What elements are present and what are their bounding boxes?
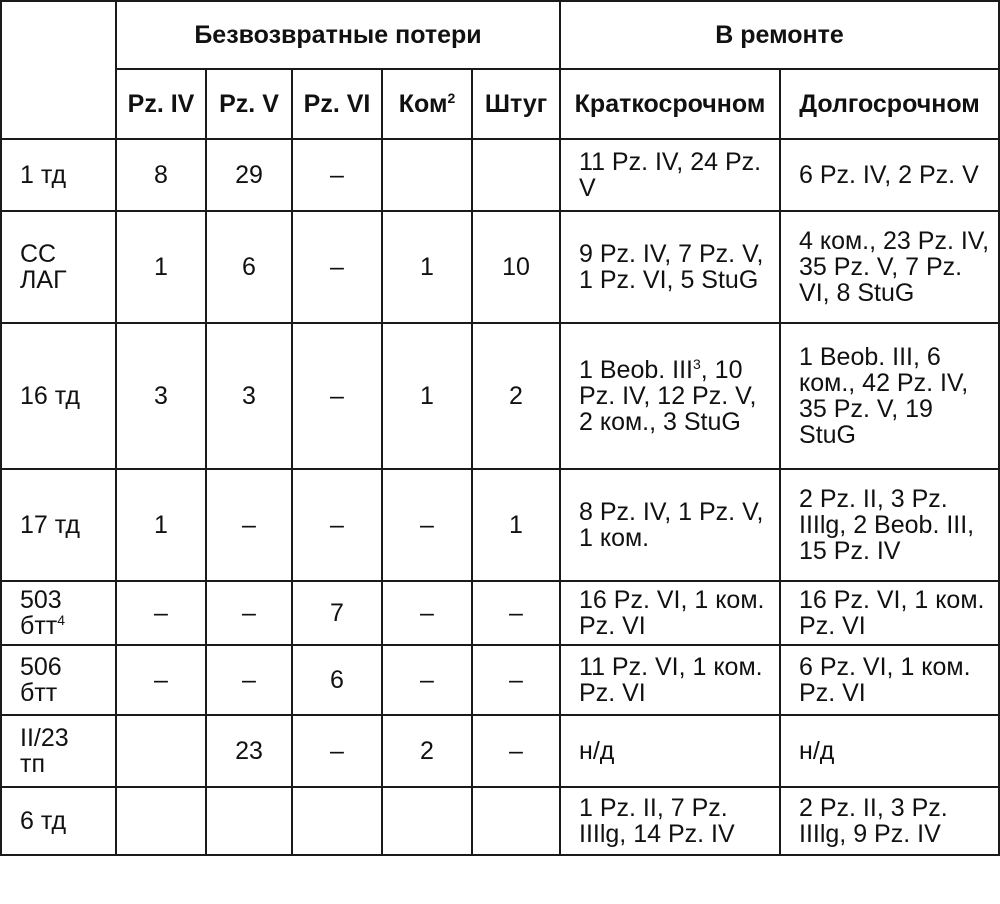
unit-cell <box>1 323 116 469</box>
group-header-losses: Безвозвратные потери <box>116 1 560 69</box>
value-cell-pz5: 3 <box>206 323 292 469</box>
unit-cell <box>1 211 116 323</box>
value-cell-kom: 1 <box>382 211 472 323</box>
short-term-repair-cell <box>560 323 780 469</box>
short-term-text: 16 Pz. VI, 1 ком. Pz. VI <box>579 586 765 640</box>
value-cell-pz6: – <box>292 323 382 469</box>
long-term-repair-cell: 2 Pz. II, 3 Pz. IIIlg, 2 Beob. III, 15 Pz. IV <box>780 469 999 581</box>
value-cell-kom <box>382 787 472 855</box>
table-row <box>1 715 999 787</box>
short-term-text: 8 Pz. IV, 1 Pz. V, 1 ком. <box>579 498 764 552</box>
value-cell-pz4: – <box>116 581 206 645</box>
unit-cell <box>1 469 116 581</box>
corner-cell <box>1 1 116 139</box>
value-cell-pz5: – <box>206 645 292 715</box>
col-header-label: Долгосрочном <box>799 90 980 118</box>
short-term-repair-cell <box>560 581 780 645</box>
short-term-text: 1 Pz. II, 7 Pz. IIIlg, 14 Pz. IV <box>579 794 735 848</box>
value-cell-stug: 10 <box>472 211 560 323</box>
value-cell-pz5: 29 <box>206 139 292 211</box>
long-term-repair-cell: 6 Pz. IV, 2 Pz. V <box>780 139 999 211</box>
unit-label: 1 тд <box>20 161 67 189</box>
short-term-text: 11 Pz. IV, 24 Pz. V <box>579 148 762 202</box>
value-cell-stug: – <box>472 581 560 645</box>
value-cell-pz5: 6 <box>206 211 292 323</box>
value-cell-stug: 2 <box>472 323 560 469</box>
unit-text-wrap <box>20 241 85 293</box>
value-cell-pz6: 6 <box>292 645 382 715</box>
value-cell-pz4: 3 <box>116 323 206 469</box>
col-header-long-term <box>780 69 999 139</box>
footnote-mark: 2 <box>447 90 456 106</box>
unit-text-wrap <box>20 512 109 538</box>
col-header-stug <box>472 69 560 139</box>
short-term-repair-cell <box>560 139 780 211</box>
short-term-text: 9 Pz. IV, 7 Pz. V, 1 Pz. VI, 5 StuG <box>579 240 764 294</box>
col-header-kom <box>382 69 472 139</box>
unit-label: 503 бтт <box>20 586 62 640</box>
value-cell-pz6: 7 <box>292 581 382 645</box>
col-header-label: Pz. V <box>219 90 279 118</box>
unit-text-wrap <box>20 162 109 188</box>
short-term-repair-cell <box>560 787 780 855</box>
table-row <box>1 581 999 645</box>
unit-cell <box>1 787 116 855</box>
value-cell-pz4: 1 <box>116 211 206 323</box>
table-body <box>1 139 999 855</box>
table-row <box>1 469 999 581</box>
col-header-short-term <box>560 69 780 139</box>
unit-label: СС ЛАГ <box>20 240 67 294</box>
unit-label: II/23 тп <box>20 724 69 778</box>
col-header-pz5 <box>206 69 292 139</box>
value-cell-pz4 <box>116 715 206 787</box>
unit-cell <box>1 645 116 715</box>
value-cell-pz5: 23 <box>206 715 292 787</box>
value-cell-pz4: 8 <box>116 139 206 211</box>
value-cell-pz4: – <box>116 645 206 715</box>
value-cell-kom: – <box>382 645 472 715</box>
table-row <box>1 323 999 469</box>
unit-cell <box>1 581 116 645</box>
value-cell-pz6 <box>292 787 382 855</box>
group-header-repair: В ремонте <box>560 1 999 69</box>
unit-label: 506 бтт <box>20 653 62 707</box>
short-term-text-rest: , 10 Pz. IV, 12 Pz. V, 2 ком., 3 StuG <box>579 356 757 436</box>
footnote-mark: 4 <box>57 612 66 628</box>
short-term-repair-cell <box>560 469 780 581</box>
value-cell-stug: – <box>472 715 560 787</box>
value-cell-stug: – <box>472 645 560 715</box>
table-row <box>1 139 999 211</box>
value-cell-pz6: – <box>292 139 382 211</box>
table-row <box>1 787 999 855</box>
value-cell-pz5 <box>206 787 292 855</box>
unit-text-wrap <box>20 808 109 834</box>
long-term-repair-cell: 6 Pz. VI, 1 ком. Pz. VI <box>780 645 999 715</box>
value-cell-pz4 <box>116 787 206 855</box>
unit-label: 16 тд <box>20 382 80 410</box>
header-columns-row <box>1 69 999 139</box>
header-group-row <box>1 1 999 69</box>
table-row <box>1 211 999 323</box>
value-cell-pz5: – <box>206 581 292 645</box>
value-cell-pz6: – <box>292 715 382 787</box>
short-term-repair-cell <box>560 211 780 323</box>
col-header-pz6 <box>292 69 382 139</box>
unit-label: 6 тд <box>20 807 67 835</box>
col-header-pz4 <box>116 69 206 139</box>
value-cell-pz6: – <box>292 469 382 581</box>
value-cell-kom: – <box>382 581 472 645</box>
table-row <box>1 645 999 715</box>
unit-text-wrap <box>20 587 85 639</box>
col-header-label: Краткосрочном <box>574 90 766 118</box>
value-cell-pz5: – <box>206 469 292 581</box>
col-header-label: Штуг <box>484 90 548 118</box>
unit-cell <box>1 139 116 211</box>
value-cell-stug <box>472 139 560 211</box>
short-term-repair-cell <box>560 645 780 715</box>
short-term-text: н/д <box>579 737 615 765</box>
value-cell-kom: 1 <box>382 323 472 469</box>
long-term-repair-cell: 1 Beob. III, 6 ком., 42 Pz. IV, 35 Pz. V, 19 StuG <box>780 323 999 469</box>
unit-cell <box>1 715 116 787</box>
value-cell-kom: – <box>382 469 472 581</box>
value-cell-kom: 2 <box>382 715 472 787</box>
value-cell-pz4: 1 <box>116 469 206 581</box>
short-term-repair-cell <box>560 715 780 787</box>
unit-text-wrap <box>20 725 85 777</box>
long-term-repair-cell: 2 Pz. II, 3 Pz. IIIlg, 9 Pz. IV <box>780 787 999 855</box>
col-header-label: Pz. IV <box>127 90 195 118</box>
col-header-label: Pz. VI <box>303 90 371 118</box>
footnote-mark: 3 <box>692 356 701 372</box>
value-cell-stug <box>472 787 560 855</box>
unit-label: 17 тд <box>20 511 80 539</box>
unit-text-wrap <box>20 383 109 409</box>
value-cell-pz6: – <box>292 211 382 323</box>
unit-text-wrap <box>20 654 85 706</box>
short-term-text: 11 Pz. VI, 1 ком. Pz. VI <box>579 653 763 707</box>
long-term-repair-cell: н/д <box>780 715 999 787</box>
value-cell-stug: 1 <box>472 469 560 581</box>
short-term-text: 1 Beob. III <box>579 356 693 384</box>
col-header-label: Ком <box>398 90 448 118</box>
value-cell-kom <box>382 139 472 211</box>
long-term-repair-cell: 16 Pz. VI, 1 ком. Pz. VI <box>780 581 999 645</box>
long-term-repair-cell: 4 ком., 23 Pz. IV, 35 Pz. V, 7 Pz. VI, 8 StuG <box>780 211 999 323</box>
